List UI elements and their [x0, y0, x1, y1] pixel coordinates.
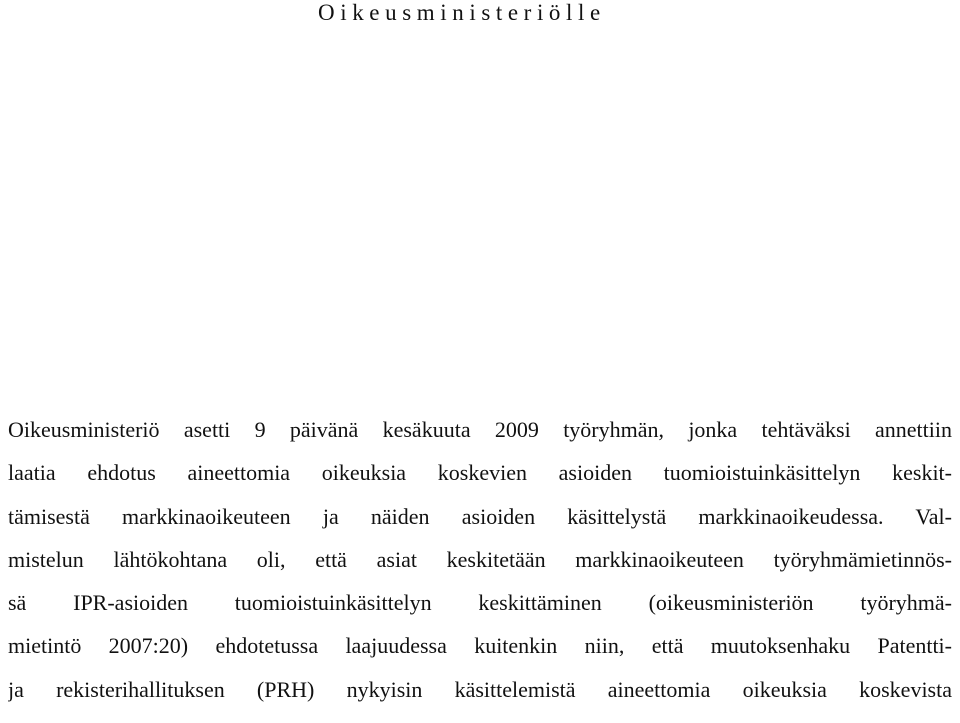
- paragraph-line: laatia ehdotus aineettomia oikeuksia koskevien asioiden tuomioistuinkäsittelyn keskit-: [8, 460, 952, 486]
- body-paragraph: [8, 408, 952, 711]
- paragraph-line: ja rekisterihallituksen (PRH) nykyisin käsittelemistä aineettomia oikeuksia koskevista: [8, 676, 952, 702]
- letter-heading: Oikeusministeriölle: [318, 0, 606, 25]
- paragraph-line: mistelun lähtökohtana oli, että asiat keskitetään markkinaoikeuteen työryhmämietinnös-: [8, 546, 952, 572]
- paragraph-line: tämisestä markkinaoikeuteen ja näiden asioiden käsittelystä markkinaoikeudessa. Val-: [8, 503, 952, 529]
- paragraph-line: sä IPR-asioiden tuomioistuinkäsittelyn keskittäminen (oikeusministeriön työryhmä-: [8, 590, 952, 616]
- paragraph-line: Oikeusministeriö asetti 9 päivänä kesäkuuta 2009 työryhmän, jonka tehtäväksi annettiin: [8, 417, 952, 442]
- paragraph-line: mietintö 2007:20) ehdotetussa laajuudessa kuitenkin niin, että muutoksenhaku Patentti-: [8, 633, 952, 659]
